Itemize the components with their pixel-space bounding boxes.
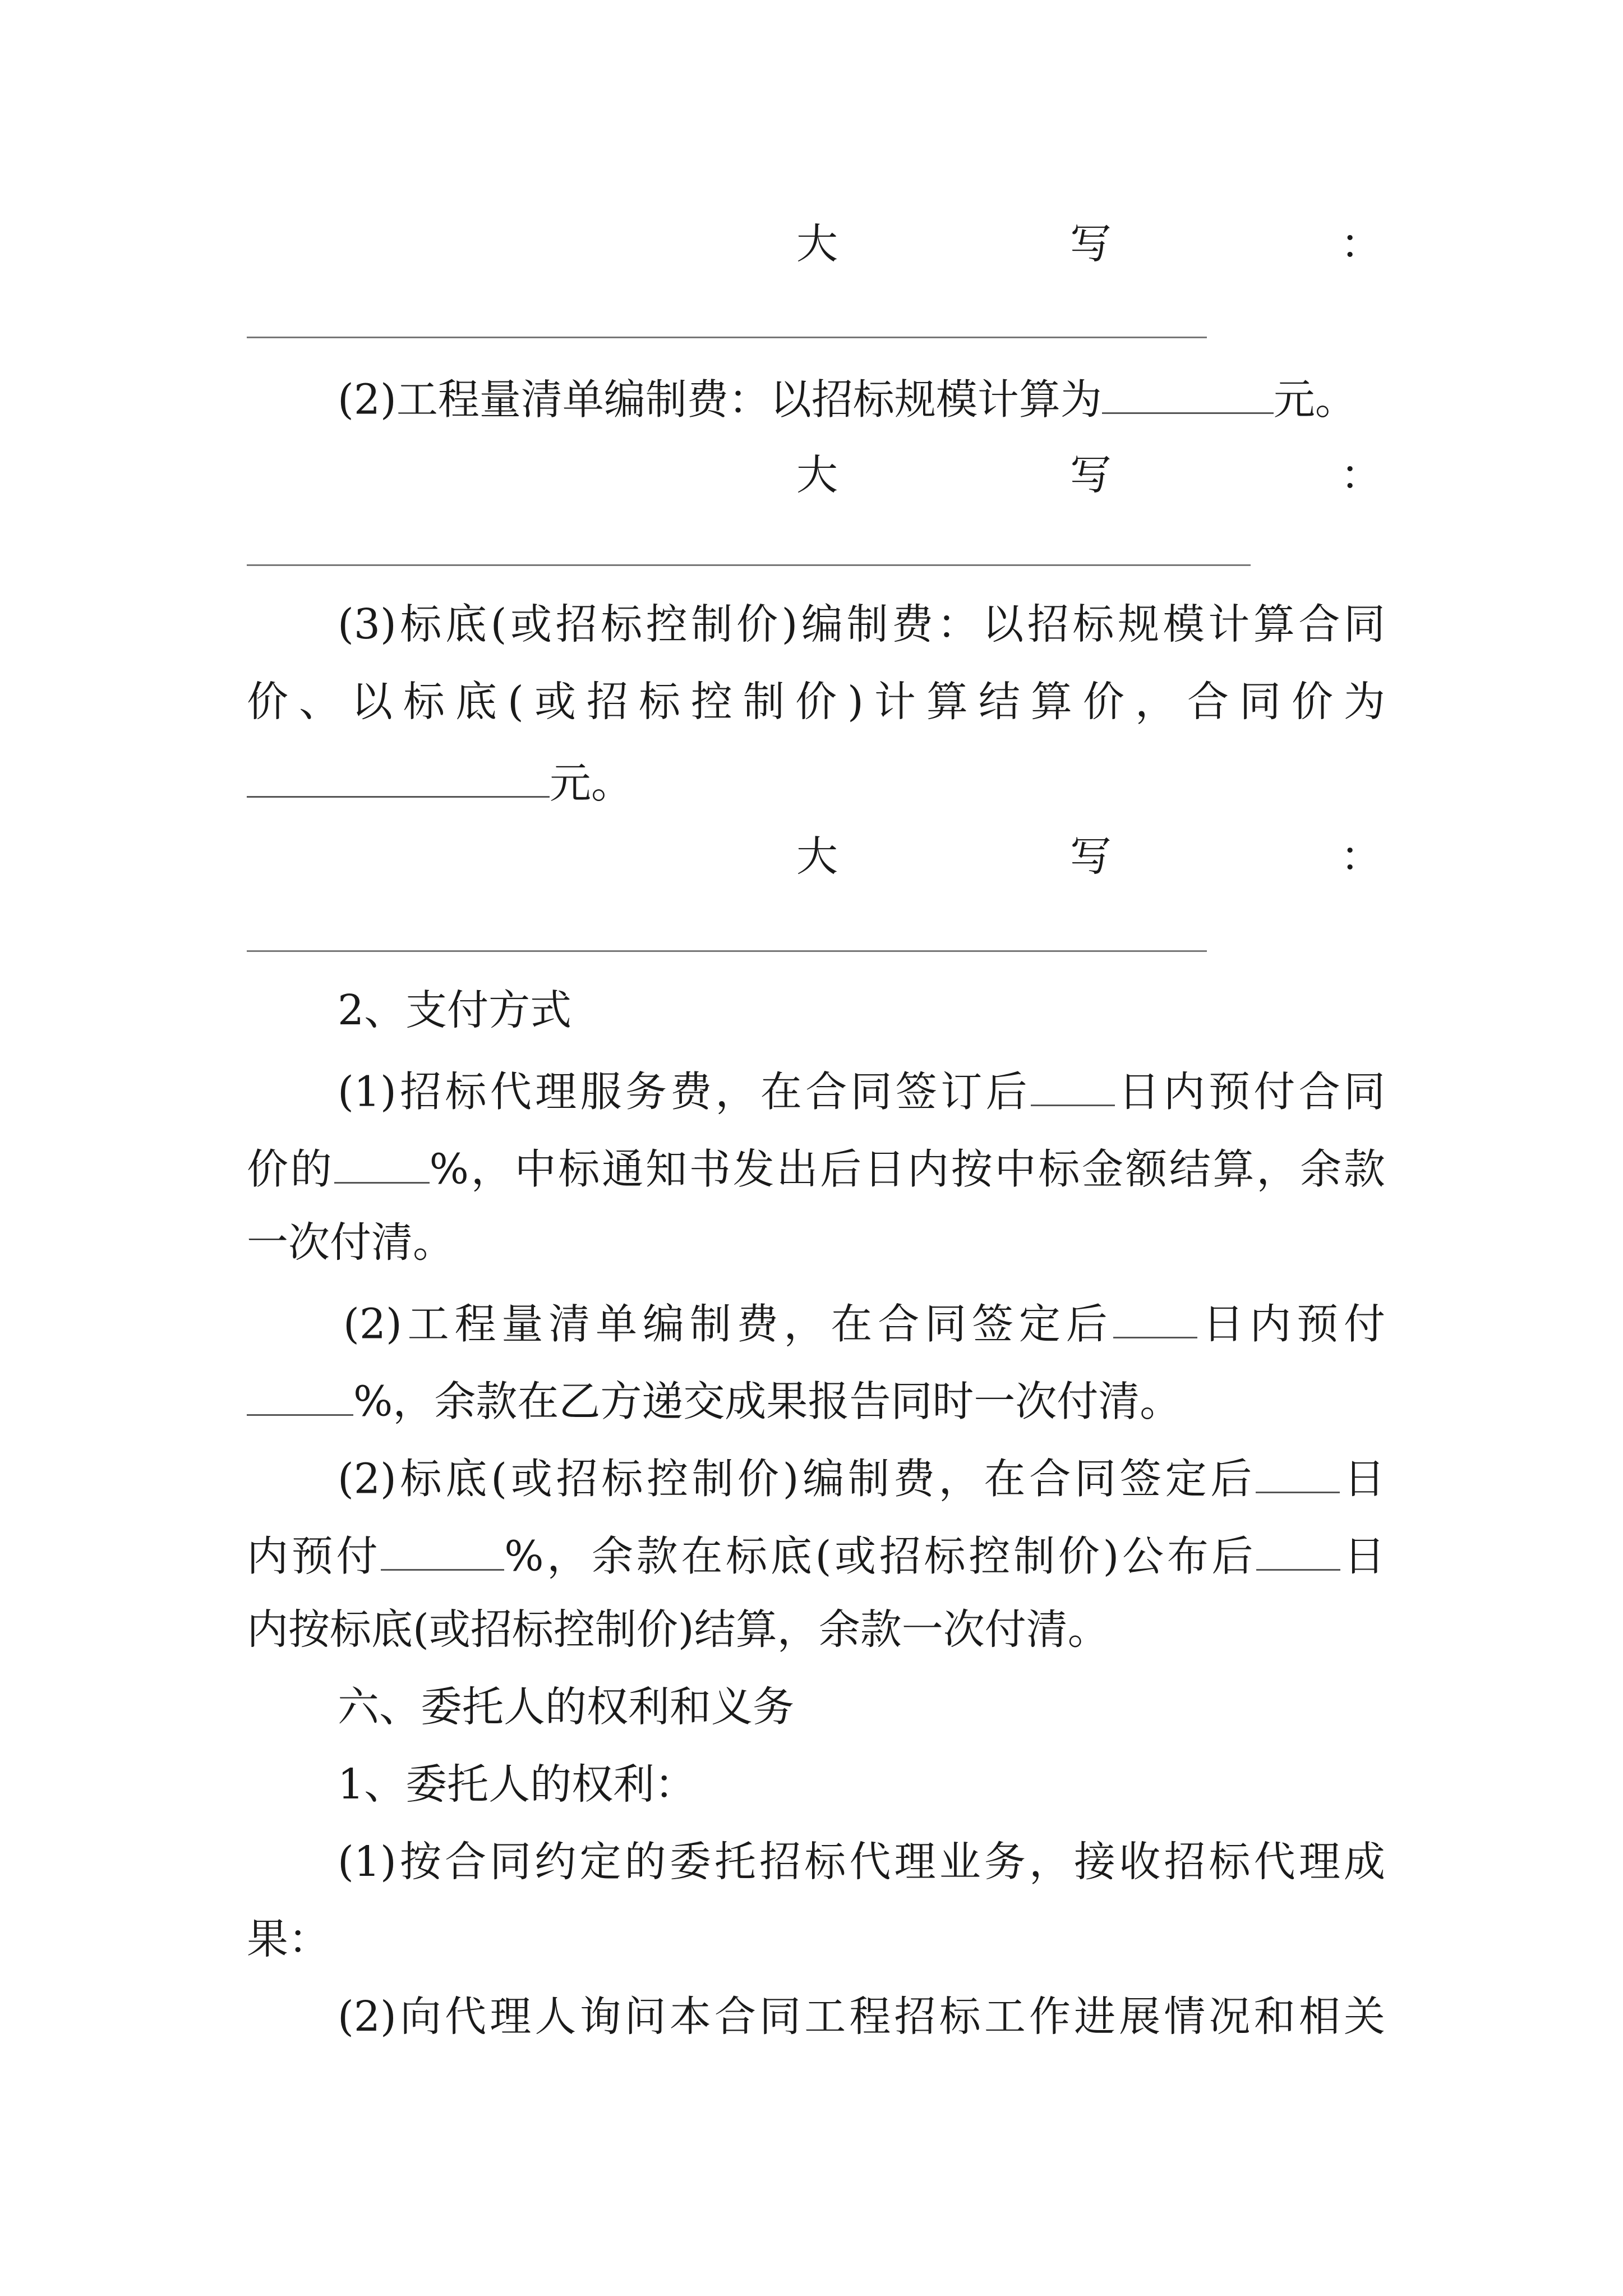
amount-blank	[247, 758, 550, 798]
days-blank	[1256, 1531, 1340, 1571]
subheading-rights: 1、委托人的权利：	[338, 1760, 697, 1809]
right2-line-1: (2)向代理人询问本合同工程招标工作进展情况和相关	[338, 1993, 1385, 2041]
days-blank	[1113, 1299, 1197, 1338]
percent-blank	[381, 1531, 504, 1571]
right1-line-2: 果：	[247, 1915, 330, 1963]
pay1-line-2: 价的 %，中标通知书发出后日内按中标金额结算，余款	[247, 1145, 1385, 1194]
daxie-label-xie: 写	[1070, 451, 1112, 499]
pay3-line-2: 内预付 %，余款在标底(或招标控制价)公布后 日	[247, 1532, 1386, 1581]
pay3-line-1: (2)标底(或招标控制价)编制费，在合同签定后 日	[338, 1455, 1386, 1503]
percent-blank	[247, 1377, 353, 1416]
pay2-line-1: (2)工程量清单编制费，在合同签定后 日内预付	[343, 1300, 1385, 1349]
days-blank	[1031, 1067, 1115, 1106]
pay1-line-3: 一次付清。	[247, 1218, 454, 1267]
biaodi-fee-line-3: 元。	[247, 758, 1385, 804]
percent-blank	[334, 1144, 430, 1184]
section-heading-six: 六、委托人的权利和义务	[338, 1683, 794, 1731]
pay3-line-3: 内按标底(或招标控制价)结算，余款一次付清。	[247, 1605, 1109, 1654]
section-heading-payment: 2、支付方式	[338, 986, 572, 1034]
right1-line-1: (1)按合同约定的委托招标代理业务，接收招标代理成	[338, 1838, 1385, 1886]
daxie-fill-line	[247, 337, 1207, 338]
days-blank	[1256, 1454, 1340, 1493]
daxie-colon: ：	[1340, 220, 1382, 268]
daxie-label-da: 大	[796, 220, 838, 268]
biaodi-fee-line-2: 价、以标底(或招标控制价)计算结算价，合同价为	[247, 678, 1385, 726]
daxie-colon: ：	[1340, 832, 1382, 881]
daxie-colon: ：	[1340, 451, 1382, 499]
daxie-fill-line	[247, 564, 1251, 566]
biaodi-fee-line-1: (3)标底(或招标控制价)编制费：以招标规模计算合同	[338, 600, 1385, 648]
daxie-label-da: 大	[796, 832, 838, 881]
daxie-label-da: 大	[796, 451, 838, 499]
pay1-line-1: (1)招标代理服务费，在合同签订后 日内预付合同	[338, 1068, 1386, 1116]
pay2-line-2: %，余款在乙方递交成果报告同时一次付清。	[247, 1377, 1385, 1423]
daxie-label-xie: 写	[1070, 832, 1112, 881]
qingdan-fee-line: (2)工程量清单编制费：以招标规模计算为 元。	[338, 375, 1357, 424]
daxie-label-xie: 写	[1070, 220, 1112, 268]
amount-blank	[1102, 375, 1274, 414]
daxie-fill-line	[247, 950, 1207, 952]
